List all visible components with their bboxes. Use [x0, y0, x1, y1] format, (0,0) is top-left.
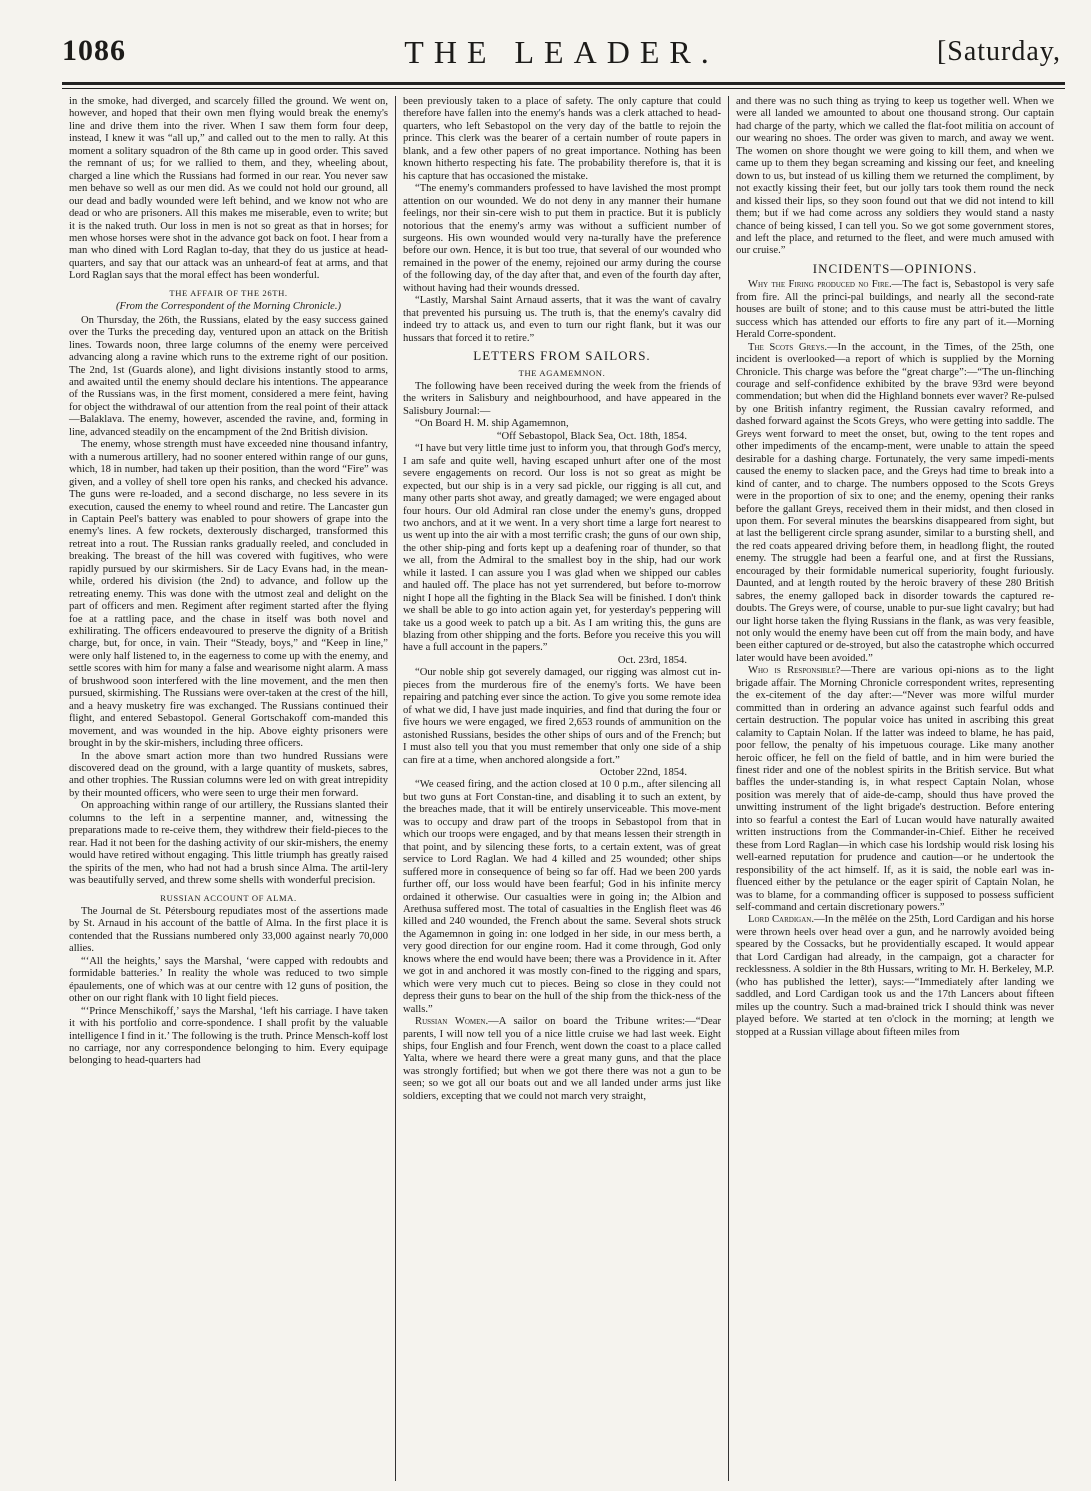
- paragraph: In the above smart action more than two hundred Russians were discovered dead on the ground, with a large quantity of muskets, sabres, and other trophies. The Russian columns were led on with great intrepidity by their mounted officers, who were seen to urge their men forward.: [69, 750, 388, 799]
- section-subheading: (From the Correspondent of the Morning Chronicle.): [115, 301, 342, 313]
- masthead-rule-thin: [62, 88, 1065, 89]
- paragraph: [736, 342, 1054, 666]
- paragraph-body: —In the account, in the Times, of the 25th, one incident is overlooked—a report of which is supplied by the Morning Chronicle. This charge was before the “great charge”:—“The un-flinching courage and self-confidence exhibited by the brave 93rd were beyond commendation; but when did the Highland bonnets ever waver? Re-pulsed by one British infantry regiment, the Russian cavalry reformed, and dashed forward against the Scots Greys, who were getting into saddle. The Greys went forward to meet the onset, but, owing to the tent ropes and other impediments of the encamp-ment, were unable to attain the speed desirable for a dashing charge. Fortunately, the very same impedi-ments caused the enemy to slacken pace, and the Greys had time to break into a kind of canter, and to charge. The numbers opposed to the Scots Greys were in the proportion of six to one; and the enemy, opening their ranks before the gallant Greys, received them in their midst, and then closed in upon them. For several minutes the bearskins disappeared from sight, but at last the belligerent circle sprang asunder, similar to a bursting shell, and the red coats appeared driving before them, in headlong flight, the routed enemy. The struggle had been a fearful one, and at first the Russians, encouraged by their formidable numerical superiority, fought furiously. Daunted, and at length routed by the heroic bravery of these 280 British sabres, the enemy galloped back in disorder towards the captured re-doubts. The Greys were, of course, unable to pur-sue light cavalry; but had our light horse taken the flying Russians in the flank, as was very feasible, not only would the enemy have been cut off from the main body, and have been either captured or de-stroyed, but also the catastrophe which occurred later would have been avoided.”: [736, 341, 1055, 664]
- paragraph: “The enemy's commanders professed to have lavished the most prompt attention on our wounded. We do not deny in any manner their humane feelings, nor their sin-cere wish to put them in practice. But it is publicly notorious that the enemy's army was without a sufficient number of surgeons. His own wounded would very na-turally have the preference before our own. Hence, it is but too true, that several of our wounded who remained in the power of the enemy, rejoined our army during the course of the following day, of the day after that, and even of the fourth day after, without having had their wounds dressed.: [403, 183, 721, 294]
- paragraph: On approaching within range of our artillery, the Russians slanted their columns to the left in a serpentine manner, and, witnessing the preparations made to re-ceive them, they withdrew their field-pieces to the rear. Had it not been for the dashing activity of our skir-mishers, the enemy would have retired without engaging. This little triumph has greatly raised the spirits of the men, who had not had a brush since Alma. The artil-lery was beautifully served, and threw some shells with wonderful precision.: [69, 800, 388, 887]
- paragraph: [736, 279, 1054, 341]
- paragraph-lead: The Scots Greys.: [748, 341, 828, 353]
- article-columns: [62, 96, 1062, 1481]
- paragraph-lead: Who is Responsible?: [748, 665, 841, 677]
- paragraph: “‘All the heights,’ says the Marshal, ‘were capped with redoubts and formidable batteries.’ In reality the whole was reduced to two simple épaulements, one of which was at our centre with 12 guns of position, the other on our right flank with 10 light field pieces.: [69, 955, 388, 1005]
- paragraph-lead: Russian Women.: [415, 1016, 489, 1028]
- newspaper-title: THE LEADER.: [404, 34, 719, 70]
- column-1: [62, 96, 395, 1481]
- paragraph-lead: Why the Firing produced no Fire.: [748, 279, 892, 291]
- paragraph-body: —In the mêlée on the 25th, Lord Cardigan and his horse were thrown heels over head over a gun, and he narrowly avoided being speared by the Cossacks, but he providentially escaped. It would appear that Lord Cardigan had already, in the campaign, got a character for recklessness. A soldier in the 8th Hussars, writing to Mr. H. Berkeley, M.P. (who has published the letter), says:—“Immediately after landing we saddled, and Lord Cardigan took us and the 17th Lancers about fifteen miles up the country. Such a mad-brained trick I should think was never played before. We started at ten o'clock in the morning; at length we stopped at a Russian village about fifteen miles from: [736, 914, 1055, 1038]
- paragraph: “I have but very little time just to inform you, that through God's mercy, I am safe and quite well, having escaped unhurt after one of the most severe engagements on record. Our loss is not so great as might be expected, but our ship is in a very sad pickle, our rigging is all cut, and many other parts shot away, and greatly damaged; we were engaged about four hours. Our old Admiral ran close under the enemy's guns, dropped two anchors, and at it we went. In a very short time a large fort nearest to us went up into the air with a most terrific crash; the guns of our own ship, the other ship-ping and forts kept up a deafening roar of thunder, so that we all, from the Admiral to the smallest boy in the ship, had our work while it lasted. I can assure you I was glad when we shipped our cables and hauled off. The place has not yet surrendered, but before to-morrow night I hope all the fighting in the Black Sea will be finished. I don't think we shall be able to go into action again yet, for yesterday's peppering will take us a good week to patch up a bit. As I am writing this, the guns are blazing from other shipping and the forts. Before you receive this you will have a full account in the papers.”: [403, 443, 721, 654]
- paragraph-lead: Lord Cardigan.: [748, 914, 814, 926]
- masthead-rule-thick: [62, 82, 1065, 85]
- paragraph: [736, 665, 1054, 914]
- paragraph: in the smoke, had diverged, and scarcely filled the ground. We went on, however, and hoped that their own men flying would break the enemy's line and drive them into the river. When I saw them form four deep, instead, I knew it was “all up,” and called out to the men to rally. At this moment a solitary squadron of the 8th came up in good order. This saved the remnant of us; for we rallied to them, and they, wheeling about, charged a line which the Russians had formed in our rear. You never saw men behave so well as our men did. As we could not hold our ground, all our dead and badly wounded were left behind, and we know not who are dead or who are prisoners. All this makes me miserable, even to write; but it is the naked truth. Our loss in men is not so great as that in horses; for men whose horses were shot in the advance got back on foot. I hear from a man who dined with Lord Raglan to-day, that they do us justice at head-quarters, and say that our attack was an unheard-of feat at arms, and that Lord Raglan says that the moral effect has been wonderful.: [69, 96, 388, 282]
- section-heading: LETTERS FROM SAILORS.: [473, 348, 651, 364]
- section-heading: RUSSIAN ACCOUNT OF ALMA.: [160, 892, 297, 903]
- letter-dateline: “Off Sebastopol, Black Sea, Oct. 18th, 1854.: [496, 430, 687, 442]
- dateline: [Saturday,: [936, 36, 1061, 67]
- paragraph: “We ceased firing, and the action closed at 10 0 p.m., after silencing all but two guns at Fort Constan-tine, and disabling it to such an extent, by the breaches made, that it will be entirely unserviceable. This move-ment was to occupy and draw part of the troops in Sebastopol from that in which our troops were engaged, and by that means lessen their strength in that point, and by silencing these forts, to a certain extent, was of great service to Lord Raglan. We had 4 killed and 25 wounded; other ships suffered more in consequence of being so far off. Had we been 200 yards further off, our loss would have been fearful; God in his infinite mercy ordained it otherwise. Our casualties were in going in; the Albion and Arethusa suffered most. The total of casualties in the English fleet was 46 killed and 240 wounded, the French about the same. Several shots struck the Agamemnon in going in: one lodged in her side, in our mess berth, a very good direction for our engine room. Had it come through, God only knows where the end would have been; there was a Providence in it. After we got in and anchored it was mostly con-fined to the rigging and spars, which were very much cut to pieces. Being so close in they could not depress their guns to bear on the hull of the ship from the thick-ness of the walls.”: [403, 779, 721, 1015]
- paragraph: and there was no such thing as trying to keep us together well. When we were all landed we amounted to about one thousand strong. Our captain had charge of the party, which we called the flat-foot militia on account of our wearing no shoes. The order was given to march, and away we went. The women on shore thought we were going to kill them, and when we came up to them they began screaming and kissing our feet, and kneeling down to us, but instead of us killing them we returned the compliment, by not exactly kissing their feet, but our jolly tars took them round the neck and kissed their lips, so they soon found out that we did not intend to kill them; but if we had come across any soldiers they would stand a nasty chance of being kissed, I can tell you. So we got some government stores, and left the place, and returned to the fleet, and were much amused with our cruise.”: [736, 96, 1054, 257]
- column-2: [395, 96, 728, 1481]
- section-heading: INCIDENTS—OPINIONS.: [812, 260, 978, 276]
- page-number: 1086: [62, 34, 126, 67]
- column-3: [728, 96, 1061, 1481]
- section-subheading: THE AGAMEMNON.: [518, 367, 606, 378]
- letter-header: “On Board H. M. ship Agamemnon,: [415, 418, 569, 430]
- paragraph: “‘Prince Menschikoff,’ says the Marshal, ‘left his carriage. I have taken it with his portfolio and corre-spondence. I shall profit by the valuable intelligence I find in it.’ The following is the truth. Prince Mensch-koff lost no carriage, nor any correspondence belonging to him. Every equipage belonging to head-quarters had: [69, 1005, 388, 1067]
- letter-dateline: Oct. 23rd, 1854.: [617, 654, 687, 666]
- paragraph: been previously taken to a place of safety. The only capture that could therefore have fallen into the enemy's hands was a clerk attached to head-quarters, who left Sebastopol on the very day of the battle to rejoin the prince. This clerk was the bearer of a certain number of route papers in blank, and a few other papers of no great importance. Nothing has been known hitherto respecting his fate. The probability therefore is, that it is his capture that has occasioned the mistake.: [403, 96, 721, 182]
- paragraph: The following have been received during the week from the friends of the writers in Salisbury and neighbourhood, and have appeared in the Salisbury Journal:—: [403, 380, 721, 417]
- paragraph: The Journal de St. Pétersbourg repudiates most of the assertions made by St. Arnaud in his account of the battle of Alma. In the first place it is contended that the Russians numbered only 33,000 against nearly 70,000 allies.: [69, 906, 388, 955]
- paragraph: [736, 914, 1054, 1039]
- letter-dateline: October 22nd, 1854.: [599, 767, 687, 779]
- masthead: [62, 34, 1061, 74]
- paragraph: [403, 1016, 721, 1103]
- paragraph: The enemy, whose strength must have exceeded nine thousand infantry, with a numerous artillery, had no sooner entered within range of our guns, which, 18 in number, had taken up their position, than the word “Fire” was given, and a volley of shell tore open his ranks, and checked his advance. The guns were re-loaded, and a second discharge, no less severe in its execution, caused the enemy to wheel round and retire. The Lancaster gun in Captain Peel's battery was enabled to pour showers of grape into the enemy's lines. A few rockets, dexterously discharged, transformed this retreat into a rout. The Russian ranks gradually reeled, and concluded in breaking. The breast of the hill was covered with fugitives, who were rapidly pursued by our skirmishers. Sir de Lacy Evans had, in the mean-while, ordered his division (the 2nd) to advance, and follow up the retreating enemy. This was done with the utmost zeal and delight on the part of officers and men. Regiment after regiment started after the flying foe at a rattling pace, and the chase in itself was both novel and exhilirating. The officers endeavoured to preserve the dignity of a British charge, but, for once, in vain. Their “Steady, boys,” and “Keep in line,” were only half listened to, in the eagerness to come up with the enemy, and settle scores with him for many a false and wearisome night alarm. A mass of brushwood soon interfered with the line movement, and the men then pursued, skirmishing. The Russians were over-taken at the crest of the hill, and a heavy musketry fire was exchanged. The Russians continued their flight, and entered Sebastopol. General Gortschakoff com-manded this movement, and was wounded in the hip. Above eighty prisoners were brought in by the skir-mishers, including three officers.: [69, 439, 388, 750]
- paragraph-body: —A sailor on board the Tribune writes:—“Dear parents, I will now tell you of a nice little cruise we had last week. Eight ships, four English and four French, went down the coast to a place called Yalta, where we heard there were a great many guns, and that the place was strongly fortified; but when we got there there was not a gun to be seen; so we got all our boats out and we all landed under arms just like soldiers, excepting that we could not march very straight,: [403, 1016, 721, 1102]
- paragraph: “Our noble ship got severely damaged, our rigging was almost cut in-pieces from the murderous fire of the enemy's forts. We have been repairing and patching ever since the action. To give you some remote idea of what we did, I have just made inquiries, and find that during the four or five hours we were engaged, we fired 2,653 rounds of ammunition on the astonished Russians, besides the other ships of ours and of the French; but I must also tell you that you must remember that only one side of a ship can fire at a time, when anchored alongside a fort.”: [403, 667, 721, 766]
- paragraph-body: —The fact is, Sebastopol is very safe from fire. All the princi-pal buildings, and nearly all the second-rate houses are built of stone; and to this cause must be attri-buted the little success which has attended our efforts to fire any part of it.—Morning Herald Corre-spondent.: [736, 279, 1055, 341]
- paragraph: On Thursday, the 26th, the Russians, elated by the easy success gained over the Turks the preceding day, ventured upon an attack on the British lines. Towards noon, three large columns of the enemy were perceived advancing along a ravine which runs to the extreme right of our position. The 2nd, 1st (Guards alone), and light divisions instantly stood to arms, and awaited until the enemy should declare his intentions. The appearance of the Russians was, in the first moment, considered a mere feint, having for object the withdrawal of our attention from the real point of their attack—Balaklava. The enemy, however, ascended the ravine, and, forming in line, advanced steadily on the encampment of the 2nd British division.: [69, 314, 388, 438]
- paragraph-body: —There are various opi-nions as to the light brigade affair. The Morning Chronicle correspondent writes, representing the ex-citement of the day after:—“Never was more wilful murder committed than in ordering an advance against such fearful odds and certain destruction. The popular voice has united in ascribing this great calamity to Captain Nolan. If the latter was indeed to blame, he has paid, poor fellow, the penalty of his impetuous courage. Like many another heroic officer, he fell on the field of battle, and in him were buried the finest rider and one of the noblest spirits in the British service. But what baffles the under-standing is, in what respect Captain Nolan, whose position was merely that of aide-de-camp, should thus have proved the unwitting instrument of the light brigade's destruction. Before entering into so fearful a contest the Earl of Lucan would have naturally awaited written instructions from the Commander-in-Chief. Either he received these from Lord Raglan—in which case his lordship would risk losing his well-earned reputation for prudence and caution—or he undertook the responsibility of the act himself. If, as it is said, the noble earl was in-fluenced either by the petulance or the eager spirit of Captain Nolan, he was to blame, for a commanding officer is supposed to possess sufficient self-command and certain discretionary powers.”: [736, 665, 1055, 913]
- section-heading: THE AFFAIR OF THE 26TH.: [169, 287, 288, 298]
- paragraph: “Lastly, Marshal Saint Arnaud asserts, that it was the want of cavalry that prevented his pursuing us. The truth is, that the enemy's cavalry did indeed try to attack us, and even to turn our right flank, but it was our hussars that forced it to retire.”: [403, 295, 721, 344]
